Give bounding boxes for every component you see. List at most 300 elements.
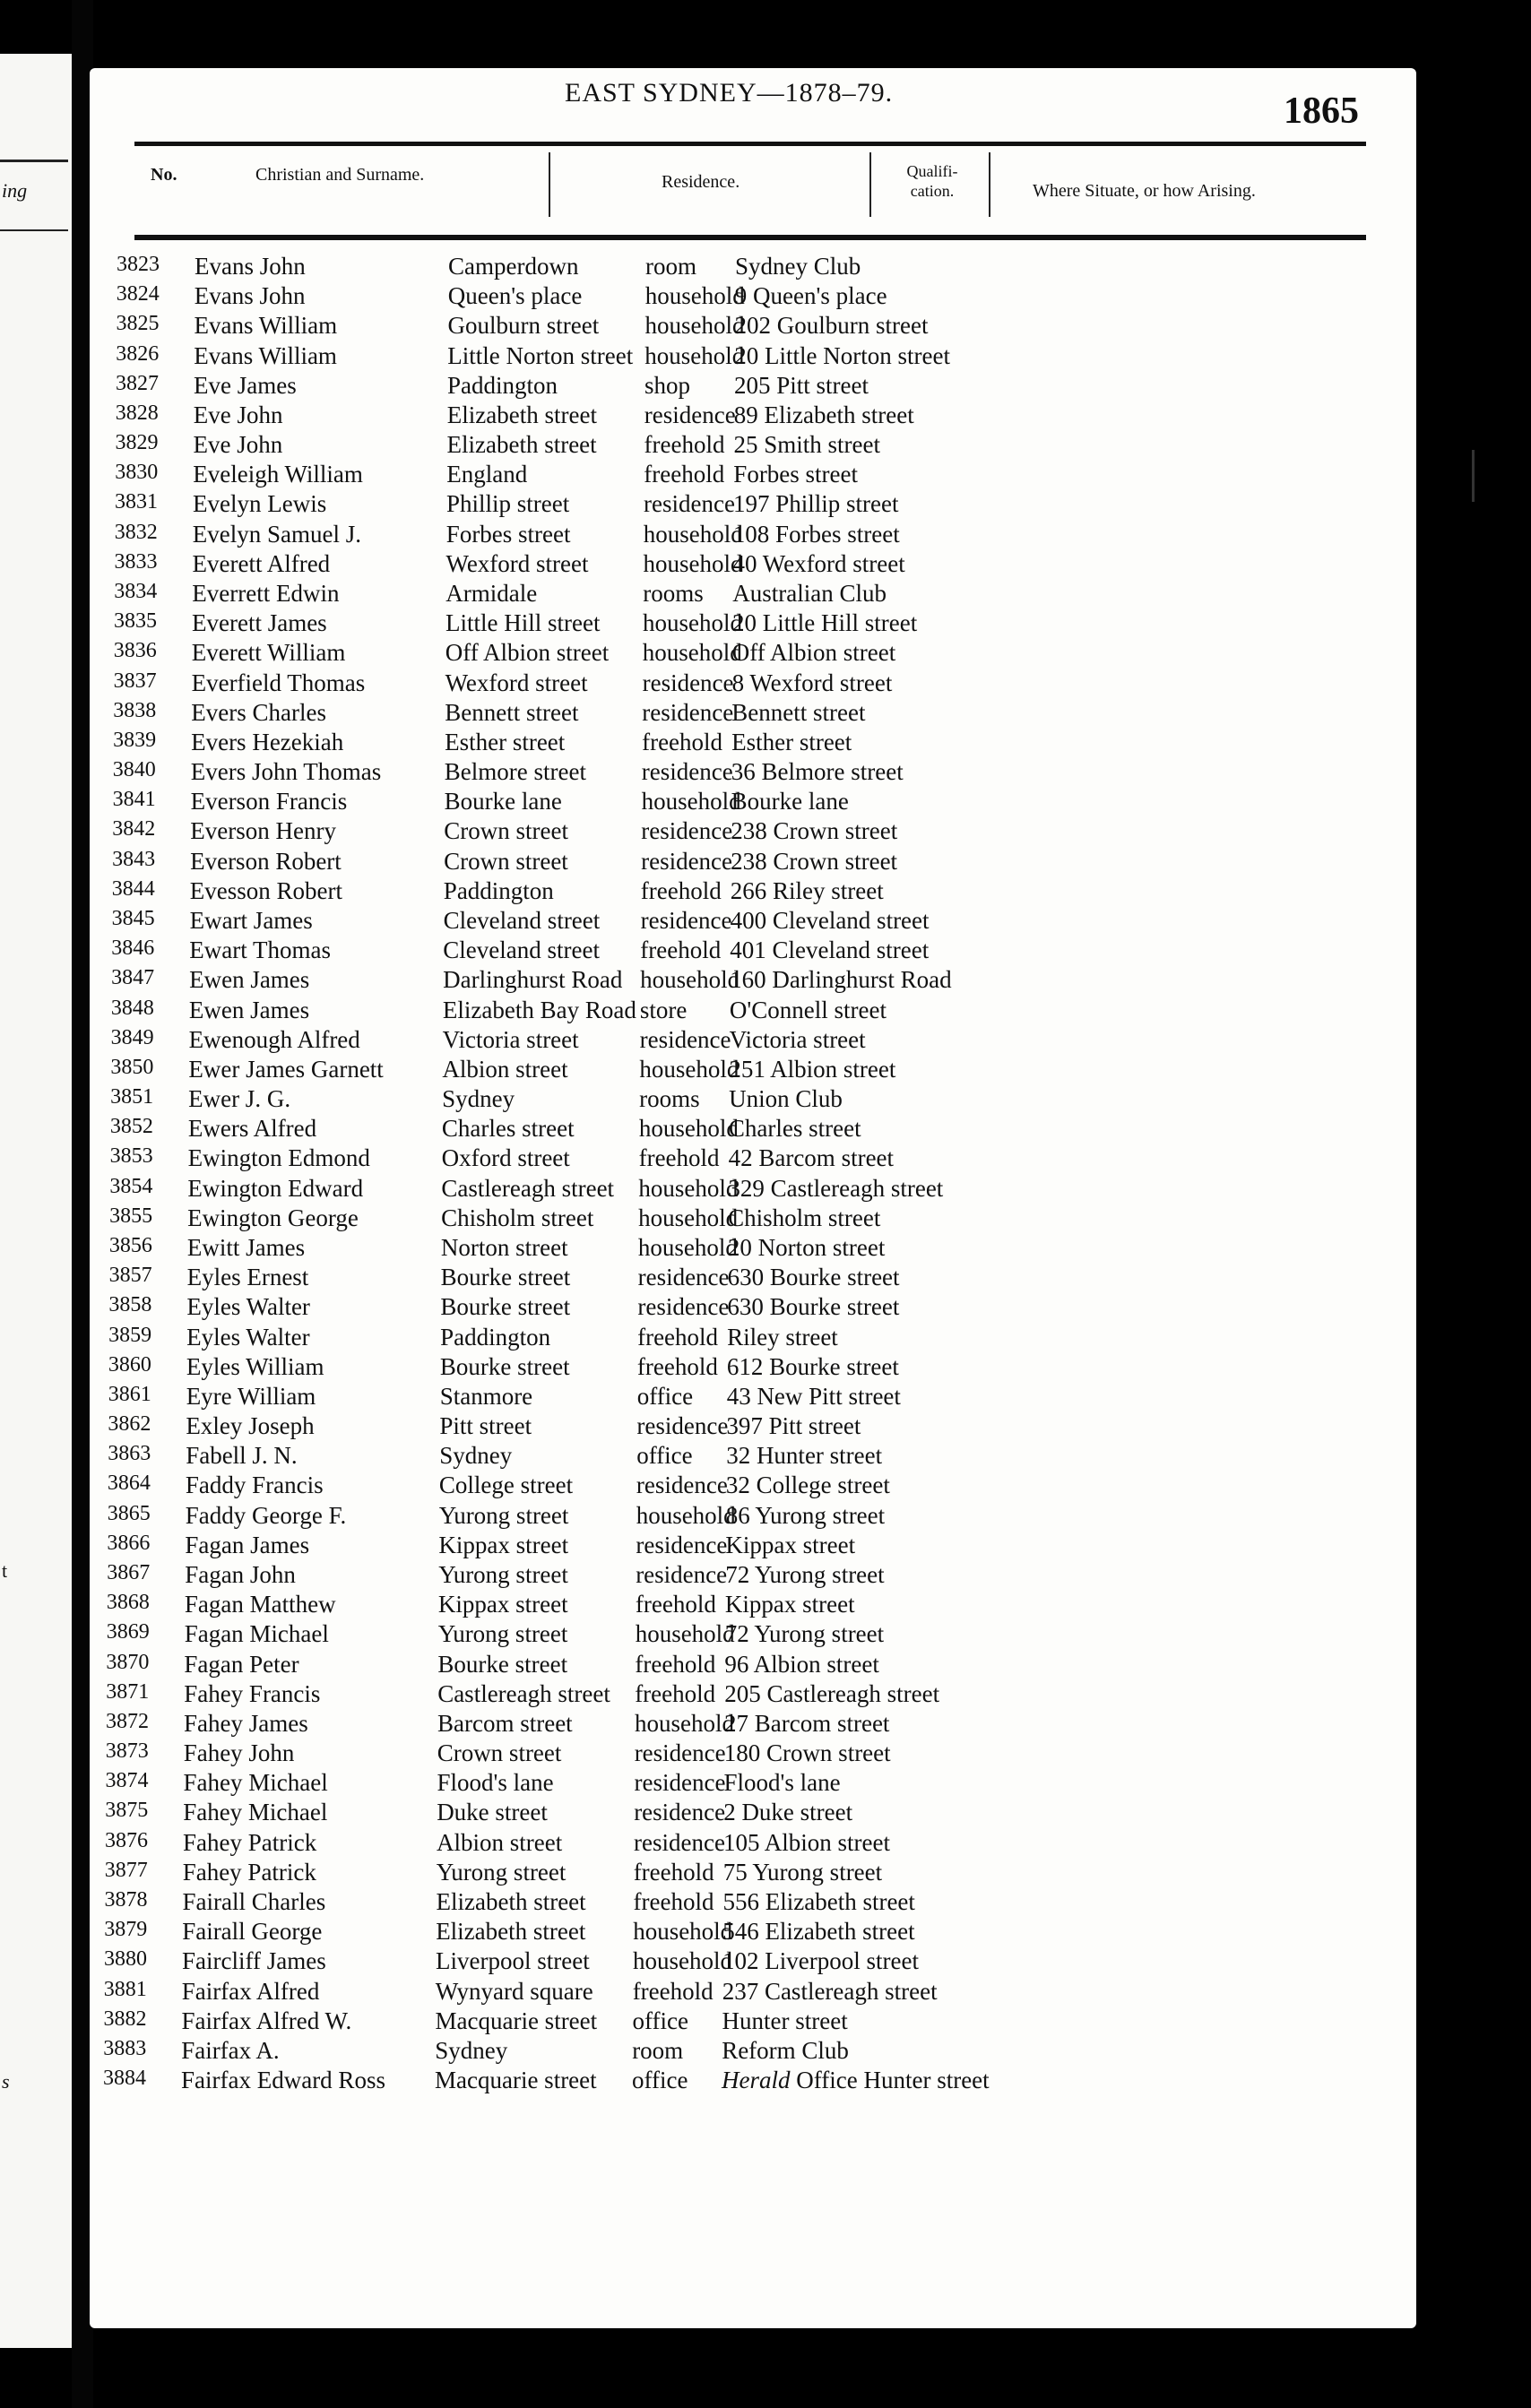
entry-name: Evelyn Samuel J.	[192, 520, 362, 548]
entry-residence: Sydney	[442, 1085, 515, 1112]
entry-name: Ewer J. G.	[188, 1085, 291, 1112]
entry-name: Fairall Charles	[182, 1887, 326, 1915]
entry-name: Everett Alfred	[192, 549, 331, 577]
entry-qualification: household	[641, 788, 741, 816]
entry-residence: Flood's lane	[437, 1769, 554, 1797]
entry-residence: Cleveland street	[443, 907, 601, 934]
entry-qualification: residence	[641, 758, 733, 786]
entry-qualification: household	[644, 312, 745, 340]
entry-residence: Kippax street	[437, 1591, 568, 1618]
entry-where-situate: 251 Albion street	[729, 1055, 896, 1083]
entry-name: Evans William	[194, 312, 338, 340]
entry-name: Ewart Thomas	[189, 936, 332, 964]
header-bottom-rule	[134, 235, 1366, 240]
entry-number: 3845	[111, 907, 155, 930]
entry-residence: Queen's place	[447, 282, 583, 310]
entry-where-text: Office Hunter street	[790, 2067, 990, 2093]
entry-where-situate: 86 Yurong street	[725, 1501, 886, 1529]
entry-number: 3853	[109, 1144, 153, 1169]
entry-residence: Stanmore	[439, 1382, 533, 1410]
entry-number: 3843	[112, 847, 156, 871]
entry-where-situate: 72 Yurong street	[724, 1620, 885, 1648]
entry-where-situate: Sydney Club	[735, 253, 861, 280]
entry-where-situate: 180 Crown street	[723, 1739, 891, 1766]
entry-number: 3849	[110, 1025, 154, 1049]
entry-name: Fairall George	[182, 1918, 323, 1946]
entry-residence: Yurong street	[436, 1858, 567, 1886]
entry-where-situate: 32 College street	[725, 1472, 890, 1499]
entry-where-situate: Union Club	[729, 1085, 843, 1112]
entry-name: Evans William	[194, 341, 337, 369]
entry-where-situate: Off Albion street	[731, 639, 896, 667]
entry-name: Eyles Ernest	[186, 1264, 309, 1291]
entry-name: Ewington Edward	[187, 1174, 364, 1202]
entry-qualification: residence	[642, 669, 734, 696]
entry-qualification: household	[633, 1947, 732, 1975]
entry-where-situate: 401 Cleveland street	[730, 936, 930, 964]
entry-number: 3881	[103, 1977, 147, 2001]
entry-residence: Belmore street	[444, 758, 586, 786]
entry-name: Faddy Francis	[185, 1472, 324, 1499]
entry-name: Fairfax A.	[181, 2036, 280, 2064]
entry-number: 3865	[107, 1501, 151, 1525]
scan-mark	[1472, 450, 1475, 502]
entry-name: Fagan Matthew	[184, 1591, 336, 1618]
entry-qualification: residence	[644, 401, 736, 428]
entry-residence: Chisholm street	[441, 1204, 594, 1231]
entry-qualification: household	[635, 1709, 734, 1737]
entry-number: 3874	[105, 1769, 149, 1793]
entry-where-situate: 612 Bourke street	[726, 1352, 899, 1380]
entry-name: Eyles William	[186, 1352, 324, 1380]
entry-name: Everrett Edwin	[192, 580, 340, 607]
entry-number: 3852	[109, 1115, 153, 1139]
entry-residence: Elizabeth Bay Road	[442, 996, 636, 1023]
entry-name: Fahey John	[183, 1739, 295, 1766]
entry-residence: Phillip street	[446, 490, 570, 518]
entry-residence: Crown street	[444, 817, 569, 845]
entry-residence: Paddington	[447, 371, 558, 399]
entry-qualification: household	[638, 1115, 739, 1143]
entry-where-italic: Herald	[722, 2067, 791, 2093]
entry-name: Fahey Michael	[183, 1769, 328, 1797]
entry-where-situate: 238 Crown street	[731, 817, 898, 845]
entry-where-situate: 20 Little Norton street	[734, 341, 950, 369]
entry-where-situate: 205 Pitt street	[734, 371, 869, 399]
entry-number: 3882	[103, 2007, 147, 2031]
entry-where-situate: 40 Wexford street	[732, 549, 905, 577]
entry-qualification: household	[643, 520, 743, 548]
entry-number: 3835	[114, 609, 157, 634]
entry-name: Evers Hezekiah	[191, 728, 344, 755]
entry-number: 3866	[107, 1531, 151, 1555]
entry-number: 3837	[113, 669, 157, 693]
entry-residence: Armidale	[445, 580, 538, 607]
entry-qualification: residence	[636, 1560, 728, 1588]
entry-where-situate: 197 Phillip street	[733, 490, 899, 518]
entry-residence: College street	[438, 1472, 574, 1499]
entry-number: 3833	[114, 549, 158, 574]
entry-number: 3831	[115, 490, 158, 514]
entry-where-situate: Kippax street	[724, 1591, 855, 1618]
entry-name: Evesson Robert	[189, 876, 343, 904]
entry-qualification: household	[633, 1918, 733, 1946]
entry-qualification: residence	[641, 817, 733, 845]
entry-number: 3884	[103, 2067, 146, 2090]
entry-residence: Oxford street	[441, 1144, 570, 1172]
entry-where-situate: 96 Albion street	[724, 1650, 879, 1678]
entry-qualification: office	[632, 2067, 688, 2093]
entry-where-situate: 202 Goulburn street	[734, 312, 929, 340]
entry-qualification: freehold	[636, 1352, 718, 1380]
entry-where-situate: 43 New Pitt street	[726, 1382, 901, 1410]
entry-name: Fairfax Alfred	[181, 1977, 320, 2005]
entry-residence: Sydney	[439, 1442, 513, 1470]
entry-number: 3864	[107, 1472, 151, 1496]
column-header-where: Where Situate, or how Arising.	[1033, 181, 1256, 201]
entry-residence: Norton street	[440, 1234, 568, 1261]
entry-where-situate: 20 Little Hill street	[732, 609, 918, 637]
entry-where-situate: 400 Cleveland street	[730, 907, 930, 934]
adjacent-page-rule	[0, 229, 68, 231]
column-divider	[989, 152, 990, 217]
entry-number: 3877	[104, 1858, 148, 1882]
entry-name: Evelyn Lewis	[193, 490, 327, 518]
entry-residence: Albion street	[437, 1828, 563, 1856]
entry-number: 3863	[108, 1442, 151, 1466]
entry-residence: Kippax street	[438, 1531, 569, 1558]
entry-name: Fagan John	[185, 1560, 296, 1588]
entry-number: 3862	[108, 1412, 151, 1436]
entry-name: Everson Francis	[190, 788, 348, 816]
entry-qualification: household	[635, 1620, 735, 1648]
entry-qualification: residence	[641, 847, 733, 875]
entry-qualification: residence	[637, 1264, 730, 1291]
entry-number: 3871	[106, 1679, 150, 1704]
entry-where-situate: Australian Club	[732, 580, 887, 607]
entry-where-situate: Chisholm street	[728, 1204, 881, 1231]
entry-where-situate: 266 Riley street	[730, 876, 884, 904]
entry-where-situate: 237 Castlereagh street	[722, 1977, 938, 2005]
entry-where-situate: 42 Barcom street	[728, 1144, 895, 1172]
entry-qualification: rooms	[643, 580, 704, 607]
column-header-no: No.	[151, 165, 177, 185]
entry-qualification: household	[636, 1501, 736, 1529]
entry-residence: Barcom street	[437, 1709, 573, 1737]
page-number: 1865	[1284, 91, 1359, 132]
entry-residence: Yurong street	[438, 1560, 568, 1588]
entry-number: 3848	[110, 996, 154, 1020]
entry-qualification: residence	[637, 1293, 730, 1321]
entry-qualification: household	[643, 549, 743, 577]
entry-number: 3836	[113, 639, 157, 663]
entry-number: 3839	[113, 728, 157, 752]
entry-qualification: household	[643, 609, 742, 637]
entry-name: Faddy George F.	[185, 1501, 347, 1529]
adjacent-page-rule	[0, 160, 68, 162]
entry-where-situate: Kippax street	[725, 1531, 856, 1558]
entry-residence: Wynyard square	[435, 1977, 593, 2005]
entry-name: Ewen James	[189, 966, 310, 994]
entry-name: Evers Charles	[191, 698, 326, 726]
adjacent-page-fragment: s	[2, 2070, 10, 2093]
entry-residence: Darlinghurst Road	[443, 966, 623, 994]
entry-qualification: office	[632, 2007, 688, 2034]
entry-residence: Off Albion street	[445, 639, 610, 667]
entry-where-situate: 205 Castlereagh street	[724, 1679, 940, 1707]
entry-residence: England	[446, 461, 528, 488]
entry-where-situate: 630 Bourke street	[727, 1293, 900, 1321]
entry-qualification: freehold	[635, 1679, 716, 1707]
entry-qualification: freehold	[640, 936, 722, 964]
entry-residence: Wexford street	[445, 549, 589, 577]
entry-residence: Elizabeth street	[446, 431, 597, 459]
entry-qualification: residence	[642, 698, 734, 726]
entry-where-situate: 238 Crown street	[731, 847, 898, 875]
entry-number: 3860	[108, 1352, 151, 1377]
entry-residence: Charles street	[441, 1115, 575, 1143]
entry-number: 3855	[109, 1204, 153, 1228]
entry-number: 3846	[111, 936, 155, 961]
entry-name: Exley Joseph	[186, 1412, 315, 1439]
entry-qualification: residence	[634, 1739, 726, 1766]
entry-residence: Castlereagh street	[441, 1174, 615, 1202]
adjacent-page-edge	[0, 54, 79, 2348]
entry-residence: Little Hill street	[445, 609, 601, 637]
entry-residence: Forbes street	[445, 520, 571, 548]
entry-number: 3825	[116, 312, 160, 336]
entry-qualification: freehold	[635, 1650, 716, 1678]
entry-name: Eve John	[193, 401, 283, 428]
entry-where-situate: Reform Club	[722, 2036, 849, 2064]
entry-name: Fahey James	[184, 1709, 308, 1737]
adjacent-page-fragment: t	[2, 1559, 8, 1582]
entry-qualification: rooms	[639, 1085, 700, 1112]
entry-name: Ewer James Garnett	[188, 1055, 384, 1083]
entry-qualification: freehold	[633, 1887, 714, 1915]
entry-name: Ewen James	[188, 996, 310, 1023]
entry-residence: Bourke street	[440, 1293, 571, 1321]
entry-residence: Bourke street	[437, 1650, 568, 1678]
entry-number: 3838	[113, 698, 157, 722]
entry-residence: Castlereagh street	[437, 1679, 610, 1707]
entry-qualification: freehold	[632, 1977, 714, 2005]
entry-where-situate: Bourke lane	[731, 788, 849, 816]
entry-where-situate: Victoria street	[729, 1025, 866, 1053]
entry-where-situate: Forbes street	[733, 461, 859, 488]
entry-name: Ewington George	[187, 1204, 359, 1231]
column-header-name: Christian and Surname.	[255, 165, 425, 185]
entry-qualification: freehold	[644, 461, 725, 488]
entry-name: Everett James	[192, 609, 327, 637]
entry-number: 3880	[104, 1947, 147, 1972]
entry-number: 3861	[108, 1382, 151, 1406]
entry-residence: Yurong street	[437, 1620, 568, 1648]
entry-where-situate: 556 Elizabeth street	[722, 1887, 915, 1915]
entry-residence: Victoria street	[442, 1025, 579, 1053]
entry-qualification: residence	[634, 1799, 726, 1826]
entry-name: Fahey Francis	[184, 1679, 321, 1707]
entry-residence: Esther street	[445, 728, 566, 755]
entry-number: 3868	[106, 1591, 150, 1615]
entry-qualification: household	[638, 1204, 739, 1231]
entry-where-situate: 2 Duke street	[723, 1799, 853, 1826]
entry-name: Evers John Thomas	[190, 758, 382, 786]
entry-qualification: room	[632, 2036, 684, 2064]
entry-where-situate: Esther street	[731, 728, 852, 755]
entry-qualification: store	[639, 996, 688, 1023]
entry-qualification: residence	[634, 1828, 725, 1856]
entry-residence: Elizabeth street	[446, 401, 597, 428]
entry-where-situate: 8 Wexford street	[731, 669, 893, 696]
entry-residence: Bourke street	[440, 1264, 571, 1291]
entry-qualification: freehold	[637, 1323, 719, 1351]
entry-residence: Little Norton street	[447, 341, 634, 369]
entry-where-situate: 105 Albion street	[723, 1828, 890, 1856]
page-title: EAST SYDNEY—1878–79.	[565, 78, 894, 108]
column-header-qualification: Qualifi- cation.	[906, 162, 958, 200]
entry-where-situate: 27 Barcom street	[724, 1709, 890, 1737]
entry-residence: Elizabeth street	[436, 1887, 586, 1915]
entry-name: Eyles Walter	[186, 1323, 310, 1351]
entry-where-situate: 108 Forbes street	[732, 520, 900, 548]
entry-name: Ewitt James	[186, 1234, 306, 1261]
entry-name: Fagan Michael	[184, 1620, 329, 1648]
column-divider	[869, 152, 871, 217]
entry-residence: Liverpool street	[436, 1947, 590, 1975]
entry-where-situate: O'Connell street	[729, 996, 887, 1023]
entry-qualification: household	[638, 1174, 739, 1202]
entry-where-situate: Charles street	[728, 1115, 861, 1143]
entry-number: 3840	[112, 758, 156, 782]
entry-number: 3851	[110, 1085, 154, 1109]
entry-name: Fahey Patrick	[182, 1858, 316, 1886]
entry-where-situate: 75 Yurong street	[722, 1858, 883, 1886]
entry-residence: Bourke street	[439, 1352, 570, 1380]
entry-qualification: residence	[636, 1531, 728, 1558]
entry-qualification: residence	[634, 1769, 726, 1797]
entry-name: Fagan James	[185, 1531, 310, 1558]
entry-name: Eyre William	[186, 1382, 316, 1410]
entry-name: Fabell J. N.	[186, 1442, 298, 1470]
column-divider	[549, 152, 550, 217]
header-top-rule	[134, 142, 1366, 146]
entry-residence: Bourke lane	[444, 788, 562, 816]
entry-name: Eve John	[193, 431, 283, 459]
entry-number: 3872	[106, 1709, 149, 1733]
entry-number: 3857	[108, 1264, 152, 1288]
entry-qualification: room	[645, 253, 696, 280]
entry-number: 3842	[112, 817, 156, 842]
entry-name: Eveleigh William	[193, 461, 363, 488]
entry-name: Fairfax Edward Ross	[181, 2067, 385, 2093]
entry-residence: Bennett street	[445, 698, 579, 726]
entry-name: Everfield Thomas	[191, 669, 366, 696]
entry-number: 3844	[111, 876, 155, 901]
entry-number: 3878	[104, 1887, 148, 1912]
entry-qualification: household	[642, 639, 742, 667]
entry-number: 3875	[105, 1799, 149, 1823]
entry-qualification: office	[636, 1382, 694, 1410]
entry-name: Everett William	[191, 639, 346, 667]
entry-where-situate: 89 Elizabeth street	[733, 401, 914, 428]
entry-where-situate: 160 Darlinghurst Road	[730, 966, 952, 994]
entry-name: Everson Robert	[190, 847, 342, 875]
entry-qualification: household	[644, 341, 745, 369]
entry-where-situate: 630 Bourke street	[727, 1264, 900, 1291]
entry-number: 3841	[112, 788, 156, 812]
entry-qualification: freehold	[640, 876, 722, 904]
entry-qualification: residence	[636, 1412, 729, 1439]
entry-number: 3854	[109, 1174, 153, 1198]
entry-where-situate: 20 Norton street	[727, 1234, 886, 1261]
entry-number: 3873	[105, 1739, 149, 1763]
entry-residence: Yurong street	[438, 1501, 569, 1529]
entry-name: Ewart James	[189, 907, 313, 934]
entry-name: Fahey Michael	[183, 1799, 328, 1826]
entry-qualification: residence	[640, 907, 732, 934]
entry-name: Fairfax Alfred W.	[181, 2007, 352, 2034]
entry-name: Everson Henry	[190, 817, 336, 845]
entry-residence: Goulburn street	[447, 312, 600, 340]
entry-where-situate: Flood's lane	[723, 1769, 841, 1797]
entry-number: 3834	[114, 580, 158, 603]
entry-where-situate	[722, 2067, 990, 2094]
entry-number: 3883	[103, 2036, 147, 2060]
entry-number: 3859	[108, 1323, 152, 1347]
entry-residence: Camperdown	[448, 253, 579, 280]
entry-where-situate: Riley street	[727, 1323, 838, 1351]
entry-residence: Sydney	[435, 2036, 508, 2064]
entry-name: Eyles Walter	[186, 1293, 310, 1321]
entry-residence: Macquarie street	[435, 2007, 598, 2034]
entry-residence: Albion street	[442, 1055, 568, 1083]
entry-qualification: freehold	[642, 728, 723, 755]
entry-name: Evans John	[194, 282, 306, 310]
entry-name: Eve James	[194, 371, 297, 399]
entry-number: 3826	[116, 341, 160, 366]
entry-residence: Pitt street	[439, 1412, 532, 1439]
entry-where-situate: 397 Pitt street	[726, 1412, 861, 1439]
entry-number: 3829	[115, 431, 159, 455]
entry-where-situate: 36 Belmore street	[731, 758, 904, 786]
column-header-residence: Residence.	[662, 172, 740, 192]
entry-qualification: household	[644, 282, 745, 310]
entry-residence: Paddington	[443, 876, 554, 904]
entry-residence: Elizabeth street	[436, 1918, 586, 1946]
entry-name: Ewers Alfred	[187, 1115, 317, 1143]
entry-name: Fagan Peter	[184, 1650, 299, 1678]
entry-number: 3828	[115, 401, 159, 425]
entry-where-situate: 546 Elizabeth street	[722, 1918, 915, 1946]
entry-residence: Cleveland street	[443, 936, 600, 964]
entry-qualification: office	[636, 1442, 693, 1470]
entry-number: 3832	[114, 520, 158, 544]
entry-where-situate: 72 Yurong street	[725, 1560, 885, 1588]
entry-number: 3858	[108, 1293, 152, 1317]
entry-name: Fahey Patrick	[183, 1828, 317, 1856]
entry-qualification: shop	[644, 371, 691, 399]
entry-residence: Crown street	[437, 1739, 562, 1766]
adjacent-page-fragment: ing	[2, 179, 28, 202]
entry-number: 3830	[115, 461, 159, 485]
entry-number: 3856	[108, 1234, 152, 1257]
entry-qualification: household	[639, 1055, 740, 1083]
entry-number: 3869	[106, 1620, 150, 1644]
entry-qualification: residence	[639, 1025, 731, 1053]
entry-qualification: residence	[644, 490, 735, 518]
entry-number: 3847	[111, 966, 155, 990]
